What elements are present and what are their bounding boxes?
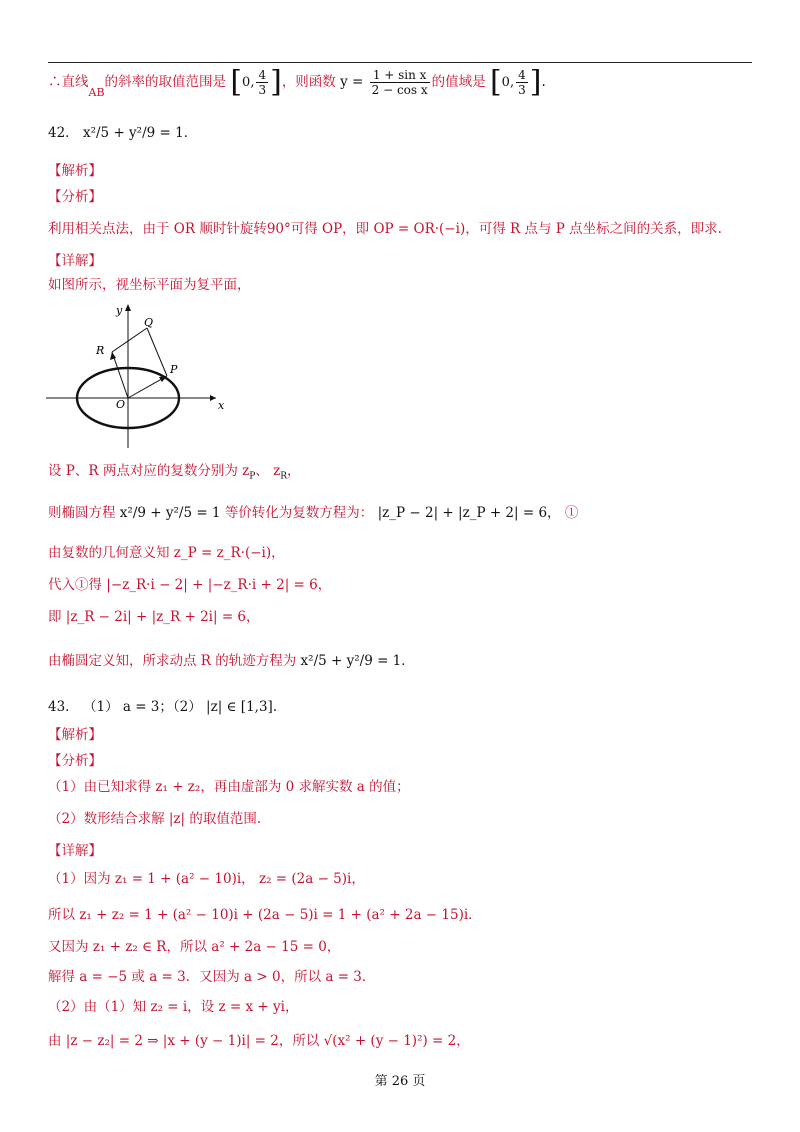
slope-range: [0, $\frac{4}{3}$ ] — [230, 64, 282, 100]
q43-d1: （1）因为 z₁ = 1 + (a² − 10)i， z₂ = (2a − 5)i， — [48, 871, 365, 887]
func-lhs: y = — [340, 74, 364, 90]
q43-d5: （2）由（1）知 z₂ = i，设 z = x + yi， — [48, 999, 299, 1015]
segment-rq — [112, 328, 147, 352]
q42-xiangjie: 【详解】 — [48, 253, 102, 269]
line1-ab: AB — [88, 86, 105, 99]
q42-analysis: 利用相关点法，由于 OR 顺时针旋转90°可得 OP，即 OP = OR·(−i)，可得 R 点与 P 点坐标之间的关系，即求. — [48, 221, 722, 237]
ellipse-rotation-diagram — [44, 300, 224, 450]
q42-s2: 则椭圆方程 x²/9 + y²/5 = 1 等价转化为复数方程为： |z_P − 2| + |z_P + 2| = 6， ① — [48, 505, 579, 521]
q42-s6: 由椭圆定义知，所求动点 R 的轨迹方程为 x²/5 + y²/9 = 1． — [48, 653, 415, 669]
q43-a1: （1）由已知求得 z₁ + z₂，再由虚部为 0 求解实数 a 的值； — [48, 779, 410, 795]
vector-or — [112, 352, 128, 398]
q43-d6: 由 |z − z₂| = 2 ⇒ |x + (y − 1)i| = 2，所以 √(x² + (y − 1)²) = 2， — [48, 1033, 470, 1049]
label-y: y — [116, 304, 123, 317]
q43-d4: 解得 a = −5 或 a = 3．又因为 a > 0，所以 a = 3． — [48, 969, 376, 985]
q42-s1: 设 P、R 两点对应的复数分别为 $z_P$、 $z_R$， — [48, 463, 301, 482]
y-axis-arrow — [125, 304, 131, 311]
top-rule — [48, 62, 752, 63]
q42-s3: 由复数的几何意义知 z_P = z_R·(−i)， — [48, 545, 285, 561]
func-fraction: $\frac{\text{1 + sin x}}{\text{2 − cos x}}$ — [371, 68, 428, 97]
q42-s4: 代入①得 |−z_R·i − 2| + |−z_R·i + 2| = 6， — [48, 577, 332, 593]
q43-d2: 所以 z₁ + z₂ = 1 + (a² − 10)i + (2a − 5)i = 1 + (a² + 2a − 15)i． — [48, 907, 482, 923]
q43-xiangjie: 【详解】 — [48, 843, 102, 859]
label-x: x — [218, 399, 224, 412]
q42-fenxi: 【分析】 — [48, 189, 102, 205]
q42-number: 42． — [48, 125, 79, 141]
label-r: R — [96, 344, 105, 357]
q43-fenxi: 【分析】 — [48, 753, 102, 769]
line1-mid2: ，则函数 — [281, 74, 336, 90]
line1-prefix: ∴直线 — [48, 74, 89, 90]
q43-jiexi: 【解析】 — [48, 727, 102, 743]
line1-end: . — [541, 74, 546, 90]
q42-answer — [48, 124, 197, 142]
q43-answer: 43． （1） a = 3；（2） |z| ∈ [1,3]. — [48, 699, 278, 715]
value-range: [0, $\frac{4}{3}$ ] — [489, 64, 542, 100]
line1 — [48, 64, 546, 100]
segment-qp — [147, 328, 167, 376]
q43-a2: （2）数形结合求解 |z| 的取值范围. — [48, 811, 262, 827]
page-number: 第 26 页 — [374, 1074, 426, 1089]
line1-mid1: 的斜率的取值范围是 — [104, 74, 227, 90]
label-p: P — [170, 363, 178, 376]
q42-intro: 如图所示，视坐标平面为复平面， — [48, 277, 251, 293]
label-o: O — [116, 398, 126, 411]
vector-or-arrow — [110, 352, 116, 360]
q42-jiexi: 【解析】 — [48, 163, 102, 179]
q42-s5: 即 |z_R − 2i| + |z_R + 2i| = 6， — [48, 609, 260, 625]
x-axis-arrow — [210, 395, 216, 401]
q42-answer-eq: x²/5 + y²/9 = 1． — [82, 125, 198, 141]
line1-mid3: 的值域是 — [431, 74, 486, 90]
q43-d3: 又因为 z₁ + z₂ ∈ R，所以 a² + 2a − 15 = 0， — [48, 939, 341, 955]
label-q: Q — [144, 316, 154, 329]
